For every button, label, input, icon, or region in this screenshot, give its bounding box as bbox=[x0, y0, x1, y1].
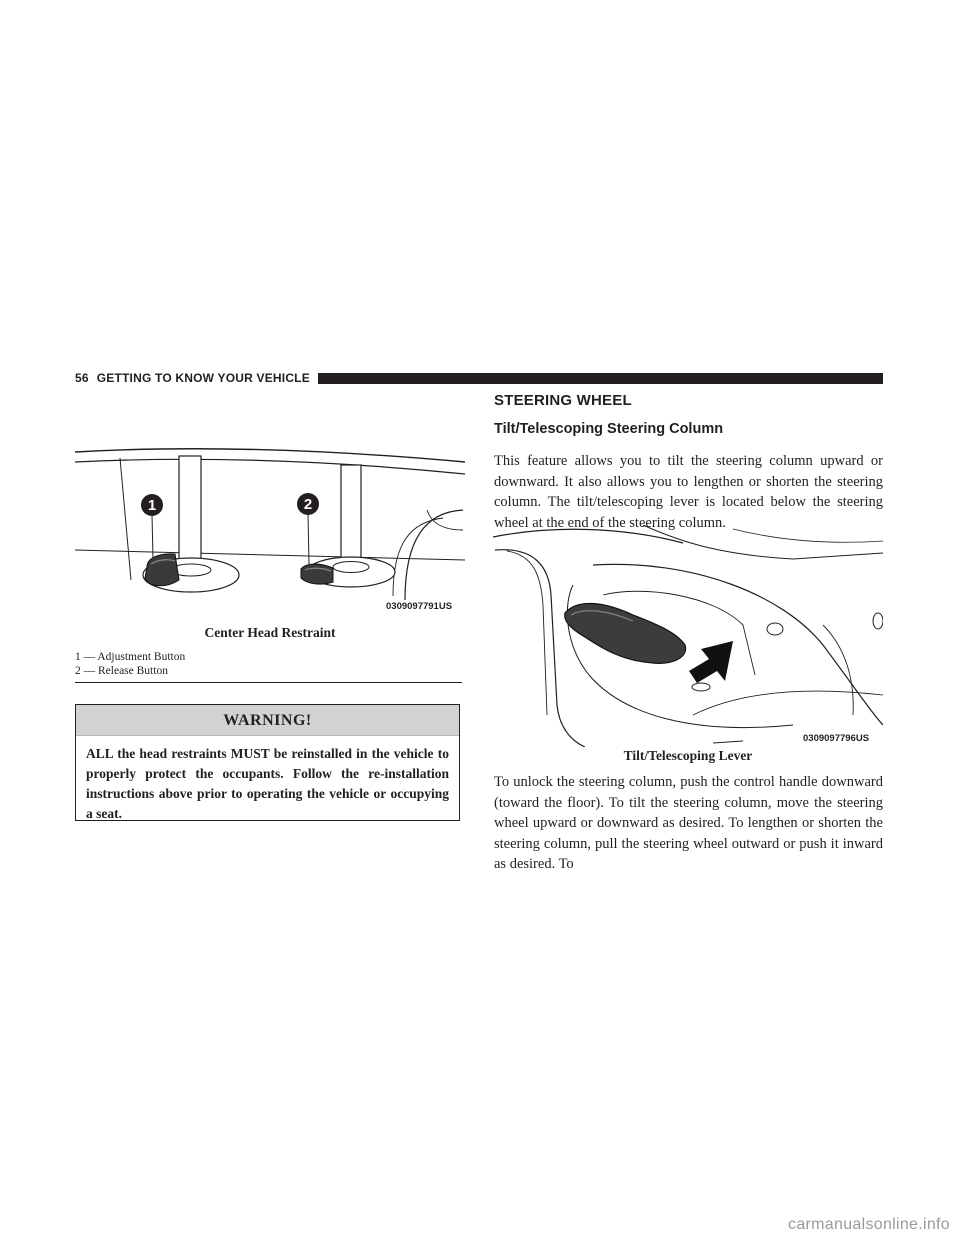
center-head-restraint-illustration bbox=[75, 430, 465, 620]
section-heading: STEERING WHEEL bbox=[494, 392, 632, 409]
legend-item: 2 — Release Button bbox=[75, 665, 168, 677]
figure-right-caption: Tilt/Telescoping Lever bbox=[623, 748, 753, 763]
site-watermark: carmanualsonline.info bbox=[788, 1216, 950, 1233]
figure-right-code: 0309097796US bbox=[803, 733, 870, 744]
legend-item: 1 — Adjustment Button bbox=[75, 651, 186, 663]
section-title: GETTING TO KNOW YOUR VEHICLE bbox=[96, 371, 310, 385]
page-header bbox=[75, 371, 883, 385]
page-number: 56 bbox=[75, 371, 89, 385]
paragraph-intro: This feature allows you to tilt the steering column upward or downward. It also allows you to lengthen or shorten the steering column. The tilt/telescoping lever is located below the steering wheel at the end of the steering column. bbox=[494, 453, 883, 531]
figure-left-code: 0309097791US bbox=[386, 601, 453, 612]
header-bar bbox=[318, 373, 883, 384]
tilt-telescoping-lever-illustration bbox=[493, 525, 883, 747]
callout-2-label: 2 bbox=[303, 496, 313, 513]
warning-box bbox=[75, 704, 460, 821]
figure-left-legend bbox=[75, 650, 185, 678]
warning-title: WARNING! bbox=[76, 705, 459, 736]
legend-rule bbox=[75, 682, 462, 683]
callout-1-label: 1 bbox=[147, 497, 157, 514]
figure-left-caption: Center Head Restraint bbox=[204, 625, 336, 640]
warning-body: ALL the head restraints MUST be reinstalled in the vehicle to properly protect the occupants. Follow the re-installation instructions above prior to operating the vehicle or occupying a seat. bbox=[86, 746, 449, 821]
paragraph-instructions: To unlock the steering column, push the control handle downward (toward the floor). To tilt the steering column, move the steering wheel upward or downward as desired. To lengthen or shorten the steering column, pull the steering wheel outward or push it inward as desired. To bbox=[494, 774, 883, 872]
subsection-heading: Tilt/Telescoping Steering Column bbox=[494, 421, 724, 437]
